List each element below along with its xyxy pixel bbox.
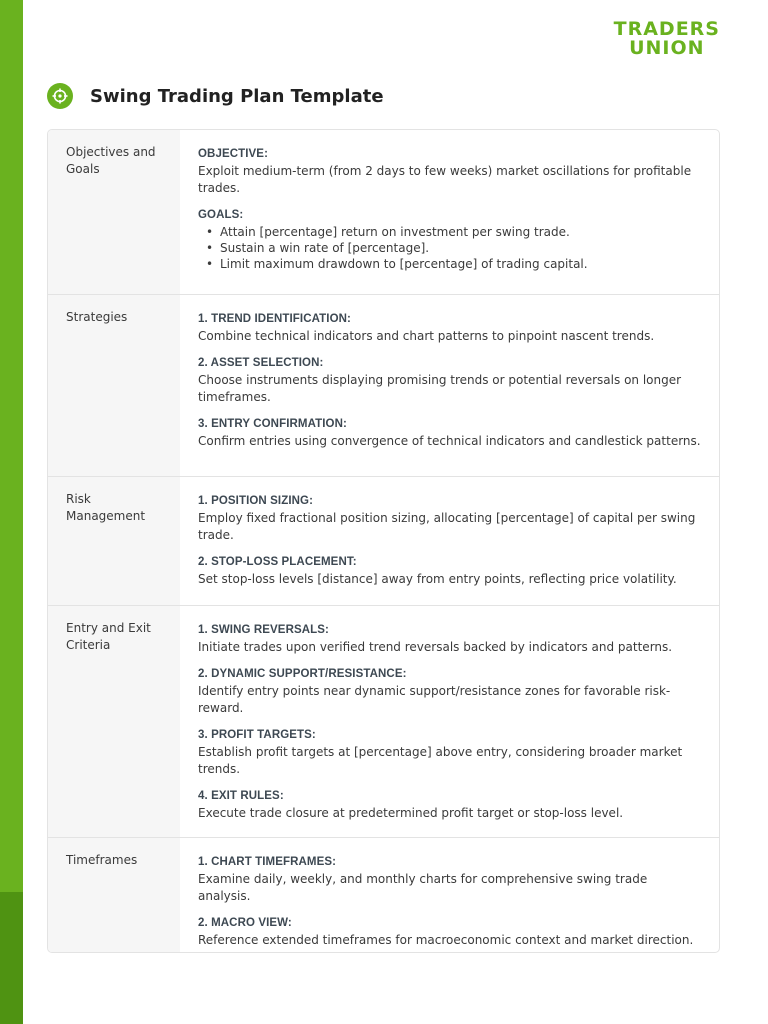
section-heading: GOALS: <box>198 209 244 221</box>
section-text: Examine daily, weekly, and monthly charts for comprehensive swing trade analysis. <box>198 872 648 903</box>
section-heading: 2. ASSET SELECTION: <box>198 357 324 369</box>
section-text: Identify entry points near dynamic support/resistance zones for favorable risk-reward. <box>198 684 671 715</box>
left-accent-bar-dark <box>0 892 23 1024</box>
section-text: Initiate trades upon verified trend reversals backed by indicators and patterns. <box>198 640 673 654</box>
section-text: Confirm entries using convergence of technical indicators and candlestick patterns. <box>198 434 701 448</box>
section-heading: 3. ENTRY CONFIRMATION: <box>198 418 347 430</box>
section-heading: OBJECTIVE: <box>198 148 269 160</box>
section-text: Execute trade closure at predetermined profit target or stop-loss level. <box>198 806 624 820</box>
row-label: Objectives and Goals <box>48 130 180 294</box>
list-item: • Attain [percentage] return on investment per swing trade. <box>206 224 701 240</box>
row-label: Timeframes <box>48 838 180 952</box>
logo-line-1: TRADERS <box>613 18 720 40</box>
section-text: Employ fixed fractional position sizing, allocating [percentage] of capital per swing trade. <box>198 511 696 542</box>
section-heading: 1. SWING REVERSALS: <box>198 624 329 636</box>
section-text: Establish profit targets at [percentage] above entry, considering broader market trends. <box>198 745 683 776</box>
table-row-risk-management <box>48 477 719 606</box>
row-content <box>180 130 719 294</box>
section-heading: 2. DYNAMIC SUPPORT/RESISTANCE: <box>198 668 407 680</box>
row-content <box>180 606 719 837</box>
section-text: Exploit medium-term (from 2 days to few weeks) market oscillations for profitable trades. <box>198 164 692 195</box>
section-heading: 4. EXIT RULES: <box>198 790 284 802</box>
row-label: Risk Management <box>48 477 180 605</box>
section-heading: 2. STOP-LOSS PLACEMENT: <box>198 556 357 568</box>
logo-line-2: UNION <box>629 37 705 59</box>
table-row-strategies <box>48 295 719 477</box>
table-row-entry-exit <box>48 606 719 838</box>
table-row-timeframes <box>48 838 719 952</box>
row-content <box>180 295 719 476</box>
table-row-objectives <box>48 130 719 295</box>
section-text: Set stop-loss levels [distance] away from entry points, reflecting price volatility. <box>198 572 677 586</box>
section-heading: 2. MACRO VIEW: <box>198 917 292 929</box>
list-item: • Sustain a win rate of [percentage]. <box>206 240 701 256</box>
section-heading: 3. PROFIT TARGETS: <box>198 729 316 741</box>
section-text: Reference extended timeframes for macroeconomic context and market direction. <box>198 933 694 947</box>
traders-union-logo <box>614 20 720 58</box>
left-accent-bar <box>0 0 23 1024</box>
list-item: • Limit maximum drawdown to [percentage] of trading capital. <box>206 256 701 272</box>
page-title: Swing Trading Plan Template <box>90 85 384 107</box>
section-heading: 1. TREND IDENTIFICATION: <box>198 313 351 325</box>
goals-list <box>198 224 701 272</box>
section-heading: 1. CHART TIMEFRAMES: <box>198 856 337 868</box>
row-label: Entry and Exit Criteria <box>48 606 180 837</box>
plan-table <box>47 129 720 953</box>
section-heading: 1. POSITION SIZING: <box>198 495 313 507</box>
row-content <box>180 838 719 952</box>
row-content <box>180 477 719 605</box>
section-text: Choose instruments displaying promising trends or potential reversals on longer timeframes. <box>198 373 682 404</box>
title-row <box>47 82 384 110</box>
row-label: Strategies <box>48 295 180 476</box>
target-cross-icon <box>47 83 73 109</box>
section-text: Combine technical indicators and chart patterns to pinpoint nascent trends. <box>198 329 655 343</box>
